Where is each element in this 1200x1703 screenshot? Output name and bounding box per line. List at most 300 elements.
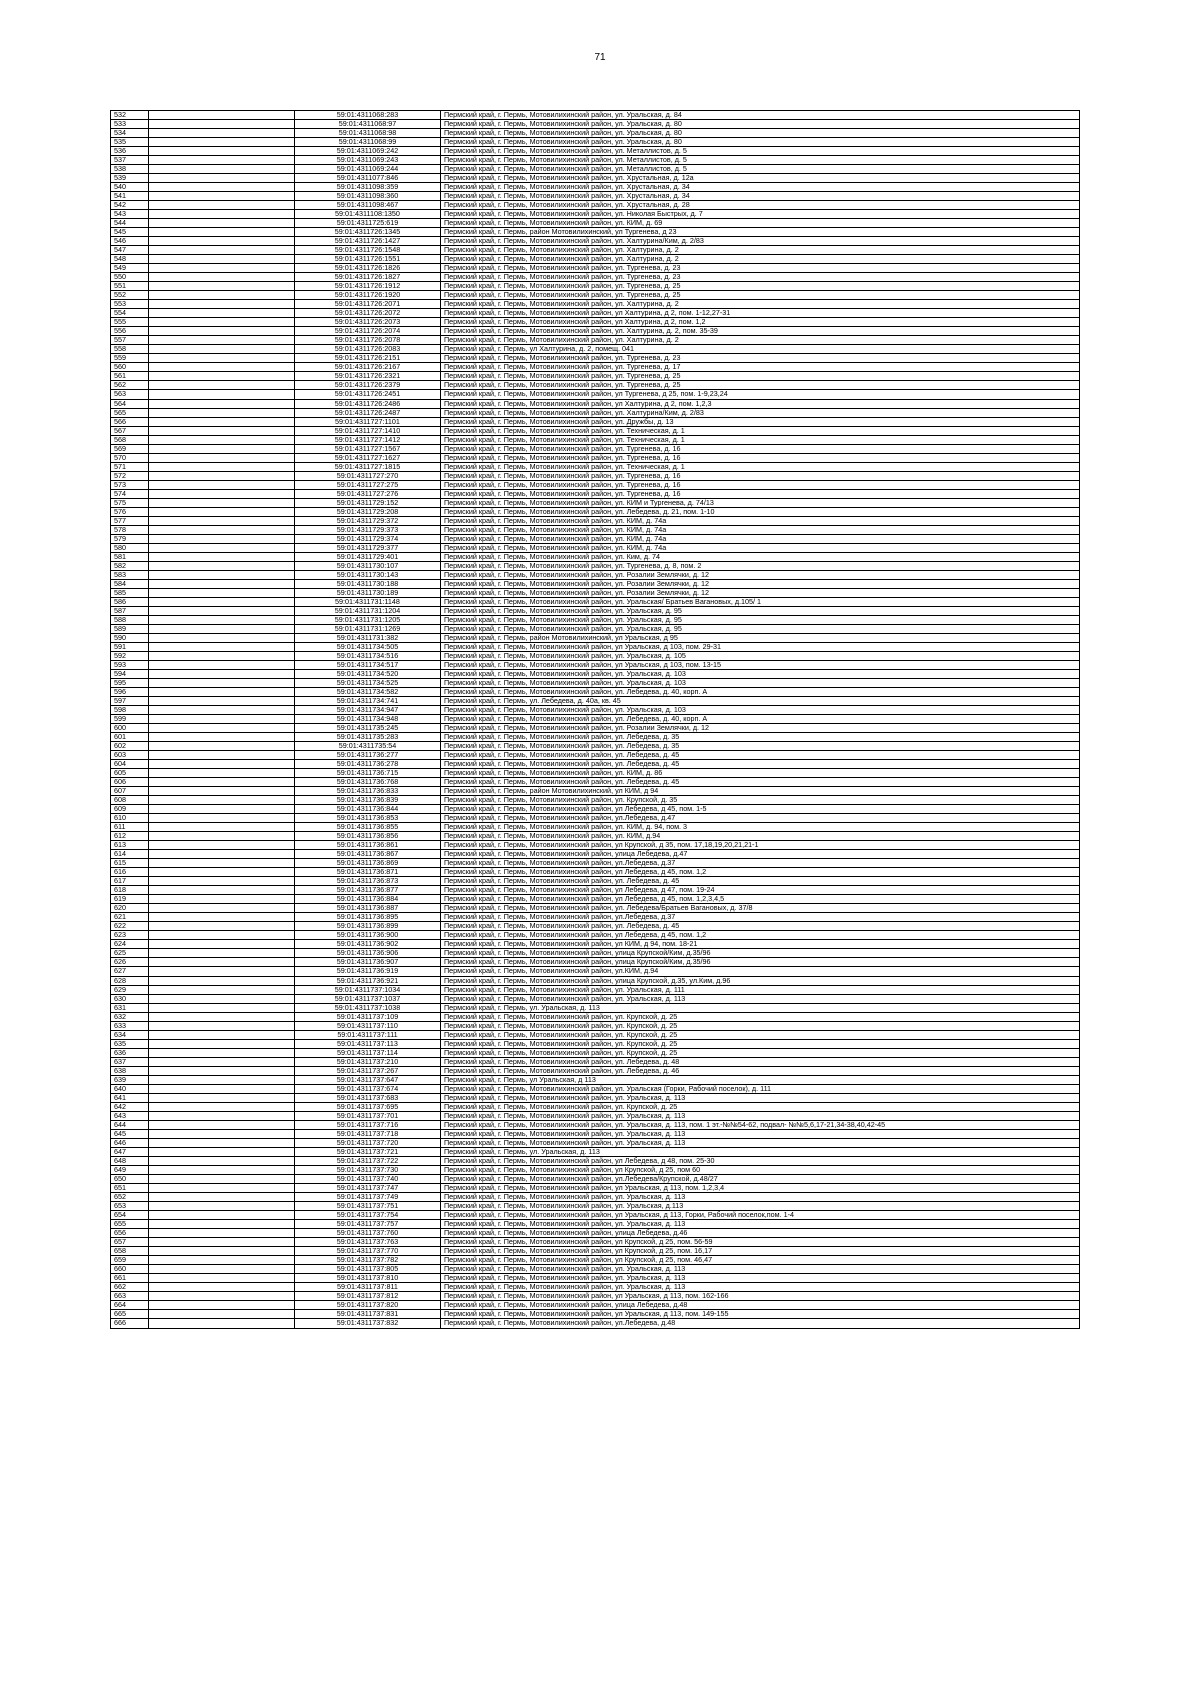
row-number: 659 [111, 1256, 149, 1264]
row-number: 591 [111, 643, 149, 651]
cadastral-number: 59:01:4311735:283 [295, 733, 441, 741]
empty-cell [149, 995, 295, 1003]
empty-cell [149, 1247, 295, 1255]
row-number: 622 [111, 922, 149, 930]
table-row [111, 282, 1079, 291]
cadastral-number: 59:01:4311734:582 [295, 688, 441, 696]
empty-cell [149, 1202, 295, 1210]
cadastral-number: 59:01:4311726:2486 [295, 400, 441, 408]
address: Пермский край, г. Пермь, ул. Уральская, д. 113 [444, 1003, 600, 1012]
row-number: 636 [111, 1049, 149, 1057]
table-row [111, 832, 1079, 841]
cadastral-number: 59:01:4311736:856 [295, 832, 441, 840]
address: Пермский край, г. Пермь, Мотовилихинский район, ул Уральская, д 113, Горки, Рабочий поселок,пом. 1-4 [444, 1210, 794, 1219]
row-number: 532 [111, 111, 149, 119]
table-row [111, 850, 1079, 859]
table-row [111, 400, 1079, 409]
empty-cell [149, 111, 295, 119]
row-number: 649 [111, 1166, 149, 1174]
cadastral-number: 59:01:4311726:1827 [295, 273, 441, 281]
row-number: 614 [111, 850, 149, 858]
table-row [111, 940, 1079, 949]
empty-cell [149, 652, 295, 660]
row-number: 624 [111, 940, 149, 948]
table-row [111, 859, 1079, 868]
row-number: 551 [111, 282, 149, 290]
empty-cell [149, 1094, 295, 1102]
table-row [111, 544, 1079, 553]
cadastral-number: 59:01:4311736:884 [295, 895, 441, 903]
cadastral-number: 59:01:4311734:516 [295, 652, 441, 660]
empty-cell [149, 264, 295, 272]
row-number: 610 [111, 814, 149, 822]
table-row [111, 958, 1079, 967]
cadastral-number: 59:01:4311736:907 [295, 958, 441, 966]
table-row [111, 1067, 1079, 1076]
row-number: 628 [111, 977, 149, 985]
row-number: 552 [111, 291, 149, 299]
row-number: 656 [111, 1229, 149, 1237]
row-number: 545 [111, 228, 149, 236]
empty-cell [149, 174, 295, 182]
address: Пермский край, г. Пермь, Мотовилихинский район, ул. Халтурина/Ким, д. 2/83 [444, 237, 704, 246]
address: Пермский край, г. Пермь, Мотовилихинский район, ул. Крупской, д. 25 [444, 1048, 678, 1057]
table-row [111, 742, 1079, 751]
address: Пермский край, г. Пермь, Мотовилихинский район, ул. Тургенева, д. 23 [444, 354, 681, 363]
address: Пермский край, г. Пермь, Мотовилихинский район, ул Лебедева, д 47, пом. 19-24 [444, 886, 715, 895]
row-number: 576 [111, 508, 149, 516]
address: Пермский край, г. Пермь, Мотовилихинский район, ул. Тургенева, д. 25 [444, 381, 681, 390]
address: Пермский край, г. Пермь, Мотовилихинский район, ул. Уральская, д. 95 [444, 615, 682, 624]
cadastral-number: 59:01:4311726:1912 [295, 282, 441, 290]
address: Пермский край, г. Пермь, Мотовилихинский район, ул. Лебедева, д. 21, пом. 1-10 [444, 507, 715, 516]
empty-cell [149, 517, 295, 525]
cadastral-number: 59:01:4311736:839 [295, 796, 441, 804]
row-number: 548 [111, 255, 149, 263]
row-number: 542 [111, 201, 149, 209]
address: Пермский край, г. Пермь, Мотовилихинский район, ул. Тургенева, д. 16 [444, 453, 681, 462]
address: Пермский край, г. Пермь, Мотовилихинский район, ул Уральская, д 113, пом. 1,2,3,4 [444, 1183, 725, 1192]
empty-cell [149, 805, 295, 813]
address: Пермский край, г. Пермь, Мотовилихинский район, ул. Розалии Землячки, д. 12 [444, 588, 710, 597]
empty-cell [149, 733, 295, 741]
address: Пермский край, г. Пермь, Мотовилихинский район, ул. Тургенева, д. 23 [444, 273, 681, 282]
table-row [111, 1031, 1079, 1040]
row-number: 578 [111, 526, 149, 534]
cadastral-number: 59:01:4311068:283 [295, 111, 441, 119]
row-number: 561 [111, 372, 149, 380]
row-number: 651 [111, 1184, 149, 1192]
empty-cell [149, 454, 295, 462]
empty-cell [149, 1139, 295, 1147]
address: Пермский край, г. Пермь, Мотовилихинский район, ул Лебедева, д 45, пом. 1,2,3,4,5 [444, 895, 725, 904]
address: Пермский край, г. Пермь, Мотовилихинский район, ул. Металлистов, д. 5 [444, 147, 687, 156]
address: Пермский край, г. Пермь, Мотовилихинский район, ул. Лебедева/Братьев Вагановых, д. 37/8 [444, 904, 753, 913]
row-number: 587 [111, 607, 149, 615]
table-row [111, 508, 1079, 517]
address: Пермский край, г. Пермь, Мотовилихинский район, ул. Крупской, д. 25 [444, 1039, 678, 1048]
cadastral-number: 59:01:4311737:747 [295, 1184, 441, 1192]
table-row [111, 264, 1079, 273]
empty-cell [149, 1220, 295, 1228]
address: Пермский край, г. Пермь, район Мотовилихинский, ул Тургенева, д 23 [444, 228, 677, 237]
cadastral-number: 59:01:4311729:152 [295, 499, 441, 507]
cadastral-number: 59:01:4311730:143 [295, 571, 441, 579]
empty-cell [149, 490, 295, 498]
cadastral-number: 59:01:4311726:1548 [295, 246, 441, 254]
table-row [111, 995, 1079, 1004]
row-number: 567 [111, 427, 149, 435]
address: Пермский край, г. Пермь, Мотовилихинский район, ул. Розалии Землячки, д. 12 [444, 570, 710, 579]
address: Пермский край, г. Пермь, Мотовилихинский район, ул. Лебедева, д. 45 [444, 760, 680, 769]
table-row [111, 607, 1079, 616]
empty-cell [149, 580, 295, 588]
empty-cell [149, 1076, 295, 1084]
row-number: 664 [111, 1301, 149, 1309]
row-number: 611 [111, 823, 149, 831]
empty-cell [149, 877, 295, 885]
empty-cell [149, 165, 295, 173]
row-number: 562 [111, 381, 149, 389]
cadastral-number: 59:01:4311727:1567 [295, 445, 441, 453]
row-number: 588 [111, 616, 149, 624]
cadastral-number: 59:01:4311737:754 [295, 1211, 441, 1219]
address: Пермский край, г. Пермь, Мотовилихинский район, ул. Лебедева, д. 45 [444, 877, 680, 886]
row-number: 601 [111, 733, 149, 741]
address: Пермский край, г. Пермь, ул Халтурина, д. 2, помещ. 041 [444, 345, 634, 354]
row-number: 550 [111, 273, 149, 281]
row-number: 534 [111, 129, 149, 137]
table-row [111, 165, 1079, 174]
empty-cell [149, 138, 295, 146]
address: Пермский край, г. Пермь, Мотовилихинский район, ул КИМ, д 94, пом. 18-21 [444, 940, 698, 949]
cadastral-number: 59:01:4311737:701 [295, 1112, 441, 1120]
cadastral-number: 59:01:4311737:267 [295, 1067, 441, 1075]
empty-cell [149, 859, 295, 867]
row-number: 613 [111, 841, 149, 849]
row-number: 621 [111, 913, 149, 921]
cadastral-number: 59:01:4311737:749 [295, 1193, 441, 1201]
row-number: 644 [111, 1121, 149, 1129]
cadastral-number: 59:01:4311730:189 [295, 589, 441, 597]
table-row [111, 273, 1079, 282]
address: Пермский край, г. Пермь, Мотовилихинский район, ул Уральская, д 103, пом. 13-15 [444, 660, 722, 669]
cadastral-number: 59:01:4311737:718 [295, 1130, 441, 1138]
cadastral-number: 59:01:4311098:467 [295, 201, 441, 209]
row-number: 661 [111, 1274, 149, 1282]
cadastral-number: 59:01:4311734:525 [295, 679, 441, 687]
empty-cell [149, 246, 295, 254]
table-row [111, 670, 1079, 679]
cadastral-number: 59:01:4311734:520 [295, 670, 441, 678]
address: Пермский край, г. Пермь, Мотовилихинский район, ул. КИМ, д. 74а [444, 543, 667, 552]
cadastral-number: 59:01:4311727:275 [295, 481, 441, 489]
address: Пермский край, г. Пермь, Мотовилихинский район, ул. Лебедева, д. 48 [444, 1057, 680, 1066]
table-row [111, 174, 1079, 183]
empty-cell [149, 499, 295, 507]
cadastral-number: 59:01:4311736:895 [295, 913, 441, 921]
address: Пермский край, г. Пермь, Мотовилихинский район, ул Лебедева, д 45, пом. 1,2 [444, 931, 707, 940]
row-number: 541 [111, 192, 149, 200]
cadastral-number: 59:01:4311736:844 [295, 805, 441, 813]
table-row [111, 616, 1079, 625]
cadastral-number: 59:01:4311737:730 [295, 1166, 441, 1174]
row-number: 559 [111, 354, 149, 362]
cadastral-number: 59:01:4311727:1627 [295, 454, 441, 462]
address: Пермский край, г. Пермь, Мотовилихинский район, ул. Лебедева, д. 45 [444, 922, 680, 931]
row-number: 638 [111, 1067, 149, 1075]
empty-cell [149, 769, 295, 777]
row-number: 632 [111, 1013, 149, 1021]
empty-cell [149, 1292, 295, 1300]
cadastral-number: 59:01:4311735:245 [295, 724, 441, 732]
row-number: 583 [111, 571, 149, 579]
row-number: 604 [111, 760, 149, 768]
row-number: 609 [111, 805, 149, 813]
address: Пермский край, г. Пермь, Мотовилихинский район, ул. Розалии Землячки, д. 12 [444, 579, 710, 588]
cadastral-number: 59:01:4311736:833 [295, 787, 441, 795]
table-row [111, 715, 1079, 724]
table-row [111, 147, 1079, 156]
table-row [111, 949, 1079, 958]
empty-cell [149, 868, 295, 876]
row-number: 579 [111, 535, 149, 543]
empty-cell [149, 418, 295, 426]
table-row [111, 300, 1079, 309]
empty-cell [149, 1121, 295, 1129]
address: Пермский край, г. Пермь, Мотовилихинский район, улица Крупской, д.35, ул.Ким, д.96 [444, 976, 731, 985]
empty-cell [149, 814, 295, 822]
row-number: 566 [111, 418, 149, 426]
row-number: 596 [111, 688, 149, 696]
cadastral-number: 59:01:4311729:372 [295, 517, 441, 525]
table-row [111, 625, 1079, 634]
row-number: 565 [111, 409, 149, 417]
cadastral-number: 59:01:4311726:2321 [295, 372, 441, 380]
address: Пермский край, г. Пермь, Мотовилихинский район, ул. Техническая, д. 1 [444, 426, 685, 435]
table-row [111, 986, 1079, 995]
table-row [111, 120, 1079, 129]
cadastral-number: 59:01:4311737:760 [295, 1229, 441, 1237]
address: Пермский край, г. Пермь, район Мотовилихинский, ул Уральская, д 95 [444, 633, 678, 642]
row-number: 592 [111, 652, 149, 660]
address: Пермский край, г. Пермь, Мотовилихинский район, ул Уральская, д 113, пом. 149-155 [444, 1310, 729, 1319]
table-row [111, 661, 1079, 670]
row-number: 573 [111, 481, 149, 489]
table-row [111, 219, 1079, 228]
table-row [111, 1310, 1079, 1319]
address: Пермский край, г. Пермь, Мотовилихинский район, ул. Уральская, д. 111 [444, 985, 685, 994]
empty-cell [149, 616, 295, 624]
empty-cell [149, 1067, 295, 1075]
empty-cell [149, 129, 295, 137]
cadastral-number: 59:01:4311737:1037 [295, 995, 441, 1003]
empty-cell [149, 1130, 295, 1138]
address: Пермский край, г. Пермь, Мотовилихинский район, ул Халтурина, д 2, пом. 1,2,3 [444, 399, 712, 408]
row-number: 595 [111, 679, 149, 687]
cadastral-number: 59:01:4311068:99 [295, 138, 441, 146]
cadastral-number: 59:01:4311726:1427 [295, 237, 441, 245]
table-row [111, 381, 1079, 390]
table-row [111, 517, 1079, 526]
row-number: 570 [111, 454, 149, 462]
cadastral-number: 59:01:4311737:674 [295, 1085, 441, 1093]
table-row [111, 490, 1079, 499]
cadastral-number: 59:01:4311726:1551 [295, 255, 441, 263]
address: Пермский край, г. Пермь, район Мотовилихинский, ул КИМ, д 94 [444, 787, 659, 796]
table-row [111, 409, 1079, 418]
empty-cell [149, 201, 295, 209]
empty-cell [149, 1112, 295, 1120]
address: Пермский край, г. Пермь, Мотовилихинский район, ул.Лебедева/Крупской, д.48/27 [444, 1174, 718, 1183]
row-number: 575 [111, 499, 149, 507]
cadastral-number: 59:01:4311737:831 [295, 1310, 441, 1318]
row-number: 666 [111, 1319, 149, 1328]
cadastral-number: 59:01:4311737:740 [295, 1175, 441, 1183]
table-row [111, 679, 1079, 688]
empty-cell [149, 309, 295, 317]
row-number: 603 [111, 751, 149, 759]
address: Пермский край, г. Пермь, Мотовилихинский район, ул. Уральская, д. 95 [444, 624, 682, 633]
cadastral-number: 59:01:4311737:721 [295, 1148, 441, 1156]
cadastral-number: 59:01:4311736:855 [295, 823, 441, 831]
row-number: 645 [111, 1130, 149, 1138]
empty-cell [149, 381, 295, 389]
cadastral-number: 59:01:4311736:853 [295, 814, 441, 822]
empty-cell [149, 318, 295, 326]
empty-cell [149, 706, 295, 714]
address: Пермский край, г. Пермь, Мотовилихинский район, ул.Лебедева, д.47 [444, 814, 676, 823]
cadastral-number: 59:01:4311737:832 [295, 1319, 441, 1328]
address: Пермский край, г. Пермь, Мотовилихинский район, ул. КИМ, д. 74а [444, 516, 667, 525]
address: Пермский край, г. Пермь, Мотовилихинский район, ул. Уральская, д. 95 [444, 606, 682, 615]
table-row [111, 895, 1079, 904]
empty-cell [149, 607, 295, 615]
table-row [111, 652, 1079, 661]
address: Пермский край, г. Пермь, Мотовилихинский район, ул. Уральская, д. 113 [444, 1093, 686, 1102]
row-number: 642 [111, 1103, 149, 1111]
empty-cell [149, 796, 295, 804]
cadastral-number: 59:01:4311737:683 [295, 1094, 441, 1102]
table-row [111, 1013, 1079, 1022]
address: Пермский край, г. Пермь, Мотовилихинский район, ул. Уральская, д. 113 [444, 1129, 686, 1138]
address: Пермский край, г. Пермь, Мотовилихинский район, ул. Лебедева, д. 45 [444, 751, 680, 760]
address: Пермский край, г. Пермь, Мотовилихинский район, ул. Халтурина, д. 2 [444, 336, 679, 345]
empty-cell [149, 255, 295, 263]
table-row [111, 751, 1079, 760]
empty-cell [149, 300, 295, 308]
table-row [111, 796, 1079, 805]
address: Пермский край, г. Пермь, ул. Лебедева, д. 40а, кв. 45 [444, 697, 621, 706]
address: Пермский край, г. Пермь, Мотовилихинский район, улица Лебедева, д.48 [444, 1301, 688, 1310]
empty-cell [149, 237, 295, 245]
row-number: 630 [111, 995, 149, 1003]
row-number: 581 [111, 553, 149, 561]
address: Пермский край, г. Пермь, Мотовилихинский район, ул. КИМ, д. 74а [444, 525, 667, 534]
address: Пермский край, г. Пермь, Мотовилихинский район, ул Лебедева, д 48, пом. 25-30 [444, 1156, 715, 1165]
empty-cell [149, 986, 295, 994]
row-number: 563 [111, 390, 149, 398]
row-number: 660 [111, 1265, 149, 1273]
address: Пермский край, г. Пермь, Мотовилихинский район, ул Уральская, д 103, пом. 29-31 [444, 642, 722, 651]
row-number: 617 [111, 877, 149, 885]
address: Пермский край, г. Пермь, Мотовилихинский район, ул. Розалии Землячки, д. 12 [444, 724, 710, 733]
empty-cell [149, 445, 295, 453]
cadastral-number: 59:01:4311736:867 [295, 850, 441, 858]
table-row [111, 1049, 1079, 1058]
address: Пермский край, г. Пермь, Мотовилихинский район, ул. Тургенева, д. 16 [444, 444, 681, 453]
empty-cell [149, 1157, 295, 1165]
row-number: 618 [111, 886, 149, 894]
table-row [111, 436, 1079, 445]
empty-cell [149, 1310, 295, 1318]
row-number: 637 [111, 1058, 149, 1066]
row-number: 648 [111, 1157, 149, 1165]
table-row [111, 210, 1079, 219]
cadastral-number: 59:01:4311737:770 [295, 1247, 441, 1255]
empty-cell [149, 886, 295, 894]
cadastral-number: 59:01:4311077:846 [295, 174, 441, 182]
table-row [111, 201, 1079, 210]
row-number: 639 [111, 1076, 149, 1084]
address: Пермский край, г. Пермь, Мотовилихинский район, ул. Уральская/ Братьев Вагановых, д.105/ 1 [444, 597, 762, 606]
row-number: 538 [111, 165, 149, 173]
table-row [111, 156, 1079, 165]
row-number: 556 [111, 327, 149, 335]
empty-cell [149, 553, 295, 561]
table-row [111, 571, 1079, 580]
row-number: 564 [111, 400, 149, 408]
cadastral-number: 59:01:4311726:2379 [295, 381, 441, 389]
address: Пермский край, г. Пермь, Мотовилихинский район, ул. Лебедева, д. 40, корп. А [444, 715, 708, 724]
empty-cell [149, 1184, 295, 1192]
empty-cell [149, 1193, 295, 1201]
table-row [111, 372, 1079, 381]
cadastral-number: 59:01:4311726:2072 [295, 309, 441, 317]
row-number: 539 [111, 174, 149, 182]
row-number: 536 [111, 147, 149, 155]
empty-cell [149, 670, 295, 678]
table-row [111, 1112, 1079, 1121]
address: Пермский край, г. Пермь, Мотовилихинский район, ул. Крупской, д. 25 [444, 1030, 678, 1039]
cadastral-number: 59:01:4311726:2074 [295, 327, 441, 335]
row-number: 558 [111, 345, 149, 353]
table-row [111, 1121, 1079, 1130]
row-number: 593 [111, 661, 149, 669]
cadastral-number: 59:01:4311737:110 [295, 1022, 441, 1030]
table-row [111, 787, 1079, 796]
empty-cell [149, 535, 295, 543]
row-number: 643 [111, 1112, 149, 1120]
table-row [111, 327, 1079, 336]
empty-cell [149, 1040, 295, 1048]
row-number: 606 [111, 778, 149, 786]
table-row [111, 1139, 1079, 1148]
cadastral-number: 59:01:4311726:2151 [295, 354, 441, 362]
cadastral-number: 59:01:4311068:97 [295, 120, 441, 128]
row-number: 619 [111, 895, 149, 903]
table-row [111, 183, 1079, 192]
row-number: 589 [111, 625, 149, 633]
table-row [111, 427, 1079, 436]
empty-cell [149, 472, 295, 480]
empty-cell [149, 742, 295, 750]
empty-cell [149, 1022, 295, 1030]
empty-cell [149, 977, 295, 985]
address: Пермский край, г. Пермь, Мотовилихинский район, ул. КИМ, д. 86 [444, 769, 663, 778]
table-row [111, 841, 1079, 850]
cadastral-number: 59:01:4311734:741 [295, 697, 441, 705]
